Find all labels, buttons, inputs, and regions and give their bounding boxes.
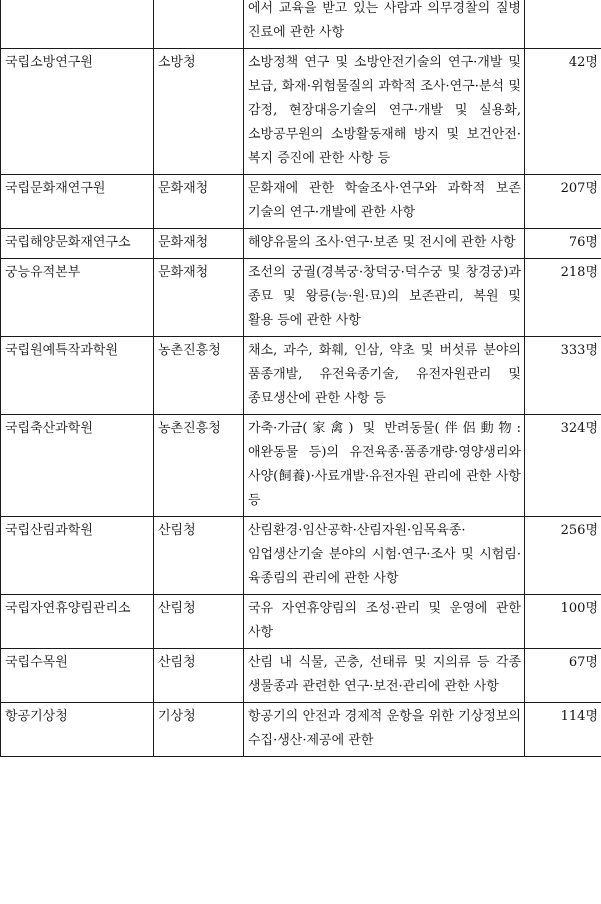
duties-cell: 소방정책 연구 및 소방안전기술의 연구·개발 및 보급, 화재·위험물질의 과학적 조사·연구·분석 및 감정, 현장대응기술의 연구·개발 및 실용화, 소방공무원의 소방활동재해 방지 및 보건안전·복지 증진에 관한 사항 등: [244, 49, 525, 175]
duties-cell: 산림환경·임산공학·산림자원·임목육종·임업생산기술 분야의 시험·연구·조사 및 시험림·육종림의 관리에 관한 사항: [244, 517, 525, 595]
table-row: [1, 49, 601, 175]
parent-agency-cell: 문화재청: [154, 259, 244, 337]
staff-count-cell: 207명: [525, 175, 601, 229]
institution-name-cell: 국립원예특작과학원: [1, 337, 154, 415]
institution-name-cell: 궁능유적본부: [1, 259, 154, 337]
table-row: [1, 517, 601, 595]
staff-count-cell: 333명: [525, 337, 601, 415]
parent-agency-cell: 산림청: [154, 517, 244, 595]
staff-count-cell: 114명: [525, 703, 601, 757]
institution-name-cell: 국립축산과학원: [1, 415, 154, 517]
parent-agency-cell: 산림청: [154, 595, 244, 649]
parent-agency-cell: 문화재청: [154, 175, 244, 229]
institution-name-cell: [1, 0, 154, 49]
staff-count-cell: 100명: [525, 595, 601, 649]
duties-cell: 조선의 궁궐(경복궁·창덕궁·덕수궁 및 창경궁)과 종묘 및 왕릉(능·원·묘)의 보존관리, 복원 및 활용 등에 관한 사항: [244, 259, 525, 337]
institution-name-cell: 국립문화재연구원: [1, 175, 154, 229]
staff-count-cell: 324명: [525, 415, 601, 517]
institution-name-cell: 항공기상청: [1, 703, 154, 757]
duties-cell: 국유 자연휴양림의 조성·관리 및 운영에 관한 사항: [244, 595, 525, 649]
table-row: [1, 0, 601, 49]
table-row: [1, 337, 601, 415]
institution-name-cell: 국립자연휴양림관리소: [1, 595, 154, 649]
staff-count-cell: 67명: [525, 649, 601, 703]
duties-cell: 가축·가금(家禽) 및 반려동물(伴侶動物: 애완동물 등)의 유전육종·품종개량·영양생리와 사양(飼養)·사료개발·유전자원 관리에 관한 사항 등: [244, 415, 525, 517]
table-row: [1, 229, 601, 259]
staff-count-cell: 76명: [525, 229, 601, 259]
table-row: [1, 595, 601, 649]
duties-cell: 항공기의 안전과 경제적 운항을 위한 기상정보의 수집·생산·제공에 관한: [244, 703, 525, 757]
institution-name-cell: 국립산림과학원: [1, 517, 154, 595]
table-row: [1, 703, 601, 757]
duties-cell: 산림 내 식물, 곤충, 선태류 및 지의류 등 각종 생물종과 관련한 연구·보전·관리에 관한 사항: [244, 649, 525, 703]
table-row: [1, 259, 601, 337]
parent-agency-cell: 산림청: [154, 649, 244, 703]
duties-cell: 채소, 과수, 화훼, 인삼, 약초 및 버섯류 분야의 품종개발, 유전육종기술, 유전자원관리 및 종묘생산에 관한 사항 등: [244, 337, 525, 415]
table-row: [1, 415, 601, 517]
parent-agency-cell: [154, 0, 244, 49]
staff-count-cell: 256명: [525, 517, 601, 595]
table-row: [1, 649, 601, 703]
staff-count-cell: 218명: [525, 259, 601, 337]
duties-cell: 문화재에 관한 학술조사·연구와 과학적 보존 기술의 연구·개발에 관한 사항: [244, 175, 525, 229]
parent-agency-cell: 농촌진흥청: [154, 337, 244, 415]
institution-name-cell: 국립수목원: [1, 649, 154, 703]
parent-agency-cell: 문화재청: [154, 229, 244, 259]
staff-count-cell: 42명: [525, 49, 601, 175]
table-row: [1, 175, 601, 229]
staff-count-cell: [525, 0, 601, 49]
parent-agency-cell: 소방청: [154, 49, 244, 175]
parent-agency-cell: 기상청: [154, 703, 244, 757]
institution-name-cell: 국립해양문화재연구소: [1, 229, 154, 259]
duties-cell: 에서 교육을 받고 있는 사람과 의무경찰의 질병 진료에 관한 사항: [244, 0, 525, 49]
duties-cell: 해양유물의 조사·연구·보존 및 전시에 관한 사항: [244, 229, 525, 259]
institution-name-cell: 국립소방연구원: [1, 49, 154, 175]
parent-agency-cell: 농촌진흥청: [154, 415, 244, 517]
